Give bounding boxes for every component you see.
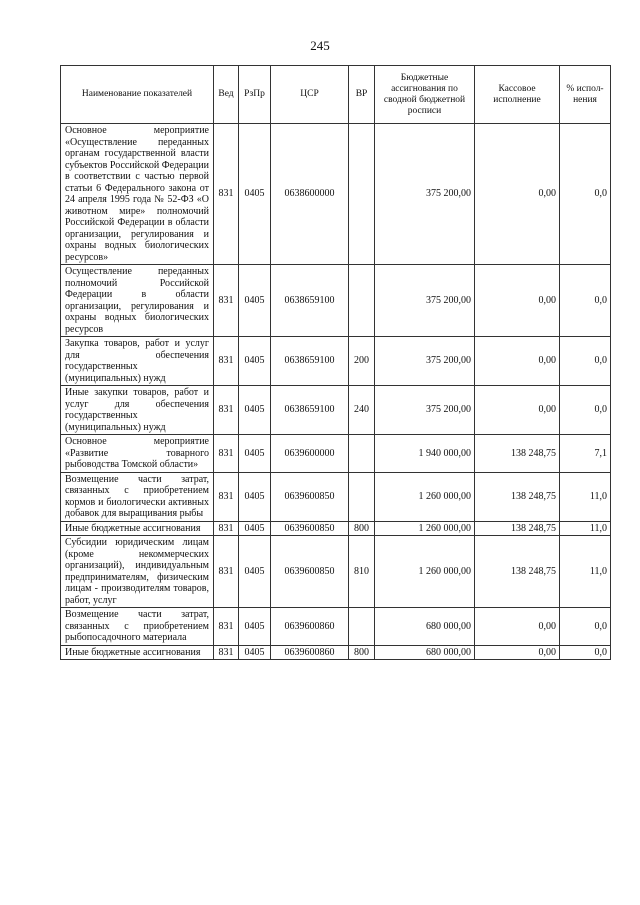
header-budget: Бюджетные ассигнования по сводной бюджетной росписи bbox=[375, 66, 475, 124]
cell-ved: 831 bbox=[214, 337, 239, 386]
table-row bbox=[61, 645, 611, 660]
cell-vr bbox=[349, 472, 375, 521]
cell-name: Основное мероприятие «Осуществление переданных органам государственной власти субъектов Российской Федерации в соответствии с частью первой статьи 6 Федерального закона от 24 апреля 1995 года № 52-ФЗ «О животном мире» полномочий Российской Федерации в области организации, регулирования и охраны водных биологических ресурсов» bbox=[61, 124, 214, 265]
cell-rzpr: 0405 bbox=[239, 337, 271, 386]
cell-pct: 11,0 bbox=[560, 472, 611, 521]
cell-csr: 0639600860 bbox=[271, 608, 349, 646]
table-row bbox=[61, 521, 611, 536]
cell-name: Субсидии юридическим лицам (кроме некоммерческих организаций), индивидуальным предпринимателям, физическим лицам - производителям товаров, работ, услуг bbox=[61, 536, 214, 608]
cell-pct: 0,0 bbox=[560, 645, 611, 660]
header-csr: ЦСР bbox=[271, 66, 349, 124]
cell-vr bbox=[349, 608, 375, 646]
cell-name: Иные закупки товаров, работ и услуг для обеспечения государственных (муниципальных) нужд bbox=[61, 386, 214, 435]
cell-rzpr: 0405 bbox=[239, 536, 271, 608]
cell-budget: 1 260 000,00 bbox=[375, 536, 475, 608]
cell-name: Возмещение части затрат, связанных с приобретением рыбопосадочного материала bbox=[61, 608, 214, 646]
cell-ved: 831 bbox=[214, 435, 239, 473]
cell-ved: 831 bbox=[214, 386, 239, 435]
cell-vr: 200 bbox=[349, 337, 375, 386]
cell-rzpr: 0405 bbox=[239, 645, 271, 660]
cell-pct: 11,0 bbox=[560, 536, 611, 608]
cell-ved: 831 bbox=[214, 472, 239, 521]
header-name: Наименование показателей bbox=[61, 66, 214, 124]
cell-name: Иные бюджетные ассигнования bbox=[61, 645, 214, 660]
cell-cash: 0,00 bbox=[475, 608, 560, 646]
cell-name: Возмещение части затрат, связанных с приобретением кормов и биологически активных добавок для выращивания рыбы bbox=[61, 472, 214, 521]
table-row bbox=[61, 124, 611, 265]
cell-name: Иные бюджетные ассигнования bbox=[61, 521, 214, 536]
table-row bbox=[61, 472, 611, 521]
table-row bbox=[61, 435, 611, 473]
cell-name: Основное мероприятие «Развитие товарного рыбоводства Томской области» bbox=[61, 435, 214, 473]
table-row bbox=[61, 608, 611, 646]
header-rzpr: РзПр bbox=[239, 66, 271, 124]
cell-csr: 0638659100 bbox=[271, 386, 349, 435]
cell-rzpr: 0405 bbox=[239, 608, 271, 646]
header-cash: Кассовое исполнение bbox=[475, 66, 560, 124]
cell-csr: 0638600000 bbox=[271, 124, 349, 265]
cell-name: Осуществление переданных полномочий Российской Федерации в области организации, регулирования и охраны водных биологических ресурсов bbox=[61, 265, 214, 337]
cell-csr: 0638659100 bbox=[271, 337, 349, 386]
cell-name: Закупка товаров, работ и услуг для обеспечения государственных (муниципальных) нужд bbox=[61, 337, 214, 386]
cell-ved: 831 bbox=[214, 608, 239, 646]
cell-cash: 0,00 bbox=[475, 645, 560, 660]
cell-pct: 0,0 bbox=[560, 265, 611, 337]
cell-vr bbox=[349, 124, 375, 265]
cell-csr: 0639600000 bbox=[271, 435, 349, 473]
table-header-row bbox=[61, 66, 611, 124]
cell-rzpr: 0405 bbox=[239, 386, 271, 435]
cell-ved: 831 bbox=[214, 536, 239, 608]
table-row bbox=[61, 337, 611, 386]
table-row bbox=[61, 386, 611, 435]
cell-vr: 810 bbox=[349, 536, 375, 608]
cell-csr: 0639600850 bbox=[271, 472, 349, 521]
cell-budget: 680 000,00 bbox=[375, 608, 475, 646]
cell-cash: 138 248,75 bbox=[475, 435, 560, 473]
cell-budget: 1 260 000,00 bbox=[375, 521, 475, 536]
cell-vr: 240 bbox=[349, 386, 375, 435]
cell-budget: 1 260 000,00 bbox=[375, 472, 475, 521]
cell-csr: 0639600850 bbox=[271, 536, 349, 608]
cell-cash: 0,00 bbox=[475, 337, 560, 386]
table-body bbox=[61, 124, 611, 660]
header-vr: ВР bbox=[349, 66, 375, 124]
cell-vr: 800 bbox=[349, 521, 375, 536]
cell-vr bbox=[349, 435, 375, 473]
cell-budget: 680 000,00 bbox=[375, 645, 475, 660]
table-row bbox=[61, 265, 611, 337]
cell-rzpr: 0405 bbox=[239, 521, 271, 536]
cell-csr: 0639600860 bbox=[271, 645, 349, 660]
cell-cash: 138 248,75 bbox=[475, 521, 560, 536]
cell-rzpr: 0405 bbox=[239, 472, 271, 521]
budget-table bbox=[60, 65, 611, 660]
cell-ved: 831 bbox=[214, 645, 239, 660]
cell-ved: 831 bbox=[214, 521, 239, 536]
cell-ved: 831 bbox=[214, 265, 239, 337]
cell-pct: 11,0 bbox=[560, 521, 611, 536]
cell-cash: 0,00 bbox=[475, 386, 560, 435]
cell-pct: 0,0 bbox=[560, 608, 611, 646]
cell-csr: 0639600850 bbox=[271, 521, 349, 536]
table-row bbox=[61, 536, 611, 608]
cell-cash: 138 248,75 bbox=[475, 536, 560, 608]
header-ved: Вед bbox=[214, 66, 239, 124]
cell-pct: 7,1 bbox=[560, 435, 611, 473]
cell-vr: 800 bbox=[349, 645, 375, 660]
cell-vr bbox=[349, 265, 375, 337]
cell-budget: 375 200,00 bbox=[375, 124, 475, 265]
cell-rzpr: 0405 bbox=[239, 124, 271, 265]
page-number: 245 bbox=[310, 38, 330, 53]
cell-ved: 831 bbox=[214, 124, 239, 265]
cell-rzpr: 0405 bbox=[239, 435, 271, 473]
cell-budget: 1 940 000,00 bbox=[375, 435, 475, 473]
header-pct: % испол-нения bbox=[560, 66, 611, 124]
cell-budget: 375 200,00 bbox=[375, 386, 475, 435]
cell-rzpr: 0405 bbox=[239, 265, 271, 337]
cell-pct: 0,0 bbox=[560, 124, 611, 265]
cell-pct: 0,0 bbox=[560, 337, 611, 386]
cell-budget: 375 200,00 bbox=[375, 337, 475, 386]
cell-pct: 0,0 bbox=[560, 386, 611, 435]
cell-cash: 0,00 bbox=[475, 124, 560, 265]
cell-cash: 0,00 bbox=[475, 265, 560, 337]
cell-cash: 138 248,75 bbox=[475, 472, 560, 521]
cell-csr: 0638659100 bbox=[271, 265, 349, 337]
cell-budget: 375 200,00 bbox=[375, 265, 475, 337]
